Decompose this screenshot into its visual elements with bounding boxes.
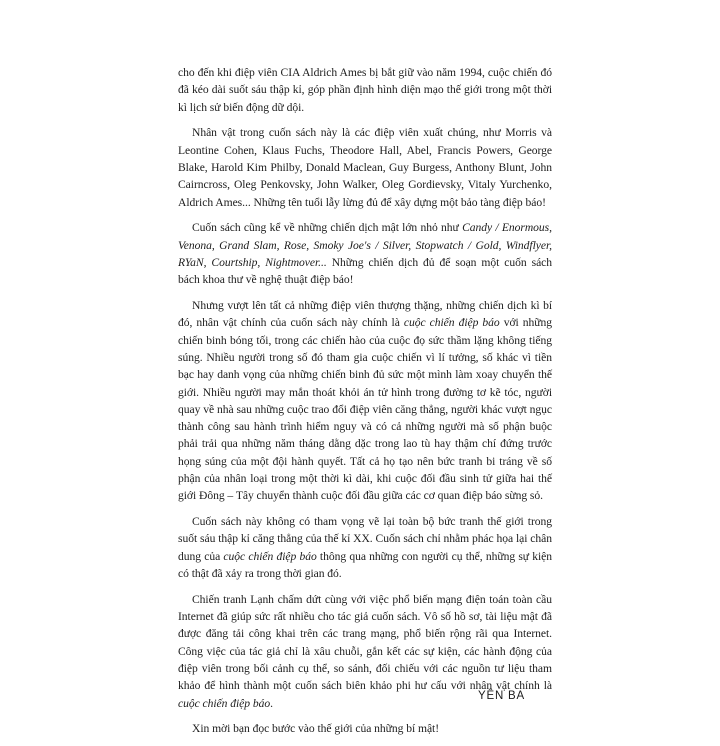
paragraph-7 [178, 720, 552, 737]
italic-text: cuộc chiến điệp báo [223, 549, 317, 563]
italic-text: cuộc chiến điệp báo [178, 696, 271, 710]
text-run: Những chiến dịch đủ để soạn một cuốn sách bách khoa thư về nghệ thuật điệp báo! [178, 255, 553, 287]
paragraph-1 [178, 64, 552, 116]
text-run: Nhưng vượt lên tất cả những điệp viên thượng thặng, những chiến dịch kì bí đó, nhân vật chính của cuốn sách này chính là [178, 299, 552, 330]
text-run: cho đến khi điệp viên CIA Aldrich Ames bị bắt giữ vào năm 1994, cuộc chiến đó đã kéo dài suốt sáu thập kỉ, góp phần định hình diện mạo thế giới trong một thời kì lịch sử biến động dữ dội. [178, 66, 552, 114]
text-run: Xin mời bạn đọc bước vào thế giới của những bí mật! [192, 722, 440, 736]
text-run: Cuốn sách cũng kể về những chiến dịch mật lớn nhỏ như [192, 221, 463, 235]
paragraph-2 [178, 124, 552, 210]
text-run: Cuốn sách này không có tham vọng vẽ lại toàn bộ bức tranh thế giới trong suốt sáu thập kỉ căng thẳng của thế kỉ XX. Cuốn sách chỉ nhằm phác họa lại chân dung của [178, 515, 552, 563]
paragraph-3 [178, 219, 552, 288]
text-run: Chiến tranh Lạnh chấm dứt cùng với việc phổ biến mạng điện toán toàn cầu Internet đã giúp sức rất nhiều cho tác giả cuốn sách. Vô số hồ sơ, tài liệu mật đã được đăng tải công khai trên các trang mạng, phổ biến rộng rãi qua Internet. Công việc của tác giả chỉ là xâu chuỗi, gắn kết các sự kiện, các hành động của điệp viên trong bối cảnh cụ thể, so sánh, đối chiếu với các nguồn tư liệu tham khảo để hình thành một cuốn sách biên khảo phi hư cấu với nhân vật chính là [178, 592, 552, 693]
text-run: với những chiến binh bóng tối, trong các chiến hào của cuộc đọ sức thầm lặng không tiếng súng. Nhiều người trong số đó tham gia cuộc chiến vì lí tưởng, số khác vì tiền bạc hay danh vọng của những chiến binh đủ sức một mình làm xoay chuyển thế giới. Nhiều người may mắn thoát khỏi án tử hình trong đường tơ kẽ tóc, người quay về nhà sau những cuộc trao đổi điệp viên căng thẳng, người khác vượt ngục thành công sau hành trình hiểm nguy và có cả những người mà số phận buộc phải trải qua những năm tháng dằng dặc trong lao tù hay thậm chí đứng trước họng súng của một đội hành quyết. Tất cả họ tạo nên bức tranh bi tráng về số phận của nhân loại trong một thời kì dài, khi cuộc đối đầu sinh tử giữa hai thế giới Đông – Tây chuyển thành cuộc đối đầu giữa các cơ quan điệp báo sừng sỏ. [178, 316, 553, 503]
text-run: Nhân vật trong cuốn sách này là các điệp viên xuất chúng, như Morris và Leontine Cohen, Klaus Fuchs, Theodore Hall, Abel, Francis Powers, George Blake, Harold Kim Philby, Donald Maclean, Guy Burgess, Anthony Blunt, John Cairncross, Oleg Penkovsky, John Walker, Oleg Gordievsky, Vitaly Yurchenko, Aldrich Ames... Những tên tuổi lẫy lừng đủ để xây dựng một bảo tàng điệp báo! [178, 126, 552, 209]
italic-text: Candy / Enormous, Venona, Grand Slam, Rose, Smoky Joe's / Silver, Stopwatch / Gold, Windflyer, RYaN, Courtship, Nightmover... [178, 221, 552, 269]
text-run: thông qua những con người cụ thể, những sự kiện có thật đã xảy ra trong thời gian đó. [178, 549, 553, 581]
paragraph-5 [178, 513, 552, 582]
italic-text: cuộc chiến điệp báo [403, 316, 500, 330]
text-run: . [270, 696, 273, 710]
body-text [178, 64, 552, 746]
author-signature: YÊN BA [478, 690, 525, 702]
paragraph-4 [178, 297, 552, 505]
